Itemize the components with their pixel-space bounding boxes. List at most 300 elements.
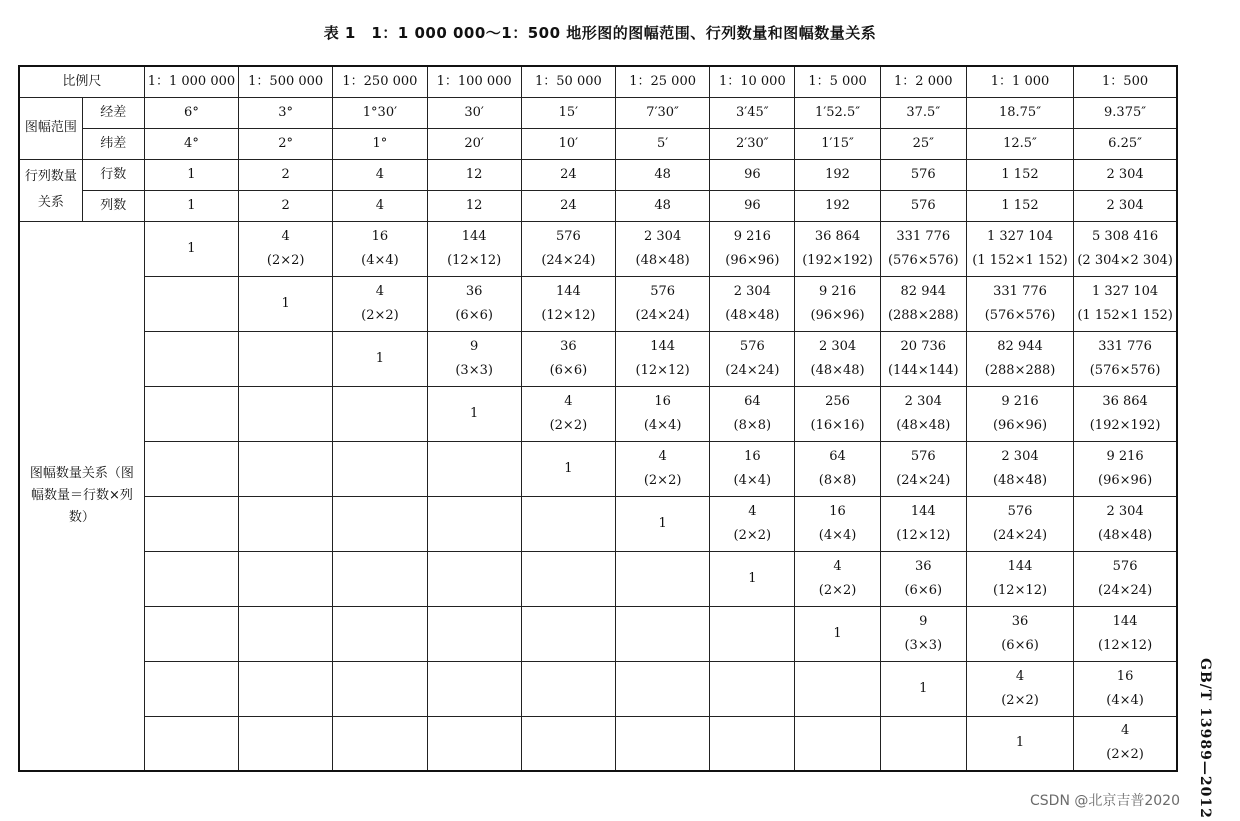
sheet-count: 2 304 (644, 228, 682, 244)
count-row (19, 716, 1177, 771)
latitude-cell: 2° (239, 128, 333, 159)
longitude-label: 经差 (82, 97, 144, 128)
sheet-count: 331 776 (993, 283, 1047, 299)
sheet-count: 36 864 (1102, 393, 1148, 409)
sheet-formula: (48×48) (810, 362, 865, 378)
sheet-formula: (288×288) (887, 307, 959, 323)
count-cell (521, 386, 615, 441)
count-cell (333, 276, 427, 331)
cols-row (19, 190, 1177, 221)
count-cell (144, 331, 238, 386)
count-cell (880, 661, 966, 716)
count-cell (795, 496, 880, 551)
sheet-count: 576 (1007, 503, 1033, 519)
count-cell (427, 386, 521, 441)
count-cell (144, 606, 238, 661)
count-cell (521, 606, 615, 661)
count-cell (710, 276, 795, 331)
count-cell (795, 221, 880, 276)
scales-cell: 1：2 000 (880, 66, 966, 97)
count-row (19, 551, 1177, 606)
sheet-count: 1 (375, 350, 385, 366)
sheet-count: 2 304 (733, 283, 771, 299)
sheet-count: 2 304 (1106, 503, 1144, 519)
count-cell (333, 441, 427, 496)
count-cell (1074, 716, 1177, 771)
count-cell (966, 661, 1073, 716)
sheet-formula: (12×12) (1098, 637, 1153, 653)
longitude-cell: 9.375″ (1074, 97, 1177, 128)
rows-cell: 192 (795, 159, 880, 190)
sheet-count: 1 327 104 (1091, 283, 1159, 299)
sheet-formula: (3×3) (455, 362, 493, 378)
count-cell (880, 441, 966, 496)
sheet-count: 1 (281, 295, 290, 311)
count-cell (427, 716, 521, 771)
count-cell (144, 221, 238, 276)
sheet-count: 16 (829, 503, 846, 519)
count-cell (1074, 276, 1177, 331)
range-group-label: 图幅范围 (19, 97, 82, 159)
count-row (19, 661, 1177, 716)
sheet-formula: (12×12) (447, 252, 502, 268)
count-cell (239, 551, 333, 606)
count-cell (880, 496, 966, 551)
count-cell (144, 716, 238, 771)
count-row (19, 386, 1177, 441)
count-cell (239, 606, 333, 661)
count-cell (795, 551, 880, 606)
sheet-formula: (4×4) (818, 527, 857, 543)
count-cell (616, 221, 710, 276)
count-cell (333, 386, 427, 441)
sheet-count: 82 944 (900, 283, 947, 299)
count-cell (144, 551, 238, 606)
count-cell (616, 606, 710, 661)
count-cell (710, 441, 795, 496)
count-cell (710, 551, 795, 606)
sheet-formula: (2×2) (1001, 692, 1039, 708)
sheet-formula: (6×6) (1001, 637, 1039, 653)
count-cell (795, 276, 880, 331)
sheet-count: 144 (461, 228, 487, 244)
count-cell (966, 331, 1073, 386)
table-title: 表 1 1：1 000 000～1：500 地形图的图幅范围、行列数量和图幅数量关系 (323, 24, 877, 42)
rows-cell: 4 (333, 159, 427, 190)
rows-cell: 24 (521, 159, 615, 190)
sheet-formula: (24×24) (635, 307, 690, 323)
count-cell (427, 441, 521, 496)
count-cell (880, 606, 966, 661)
sheet-formula: (12×12) (541, 307, 596, 323)
count-cell (1074, 496, 1177, 551)
sheet-formula: (4×4) (1106, 692, 1144, 708)
scales-cell: 1：5 000 (795, 66, 880, 97)
count-cell (521, 331, 615, 386)
sheet-formula: (2 304×2 304) (1077, 252, 1173, 268)
count-row (19, 331, 1177, 386)
cols-cell: 4 (333, 190, 427, 221)
sheet-formula: (96×96) (1098, 472, 1153, 488)
count-cell (880, 386, 966, 441)
cols-cell: 12 (427, 190, 521, 221)
count-cell (1074, 661, 1177, 716)
latitude-cell: 1′15″ (795, 128, 880, 159)
sheet-formula: (4×4) (733, 472, 772, 488)
count-cell (966, 386, 1073, 441)
count-cell (333, 716, 427, 771)
count-cell (616, 331, 710, 386)
sheet-formula: (288×288) (984, 362, 1056, 378)
sheet-formula: (192×192) (1089, 417, 1161, 433)
sheet-count: 256 (825, 393, 850, 409)
count-cell (710, 606, 795, 661)
rows-cell: 2 304 (1074, 159, 1177, 190)
latitude-cell: 12.5″ (966, 128, 1073, 159)
sheet-count: 144 (910, 503, 936, 519)
sheet-count: 576 (739, 338, 765, 354)
count-cell (333, 221, 427, 276)
count-cell (880, 331, 966, 386)
sheet-formula: (96×96) (725, 252, 780, 268)
cols-cell: 1 152 (966, 190, 1073, 221)
scales-cell: 1：1 000 (966, 66, 1073, 97)
count-cell (1074, 221, 1177, 276)
sheet-count: 9 (919, 613, 928, 629)
cols-cell: 1 (144, 190, 238, 221)
count-cell (521, 496, 615, 551)
sheet-count: 4 (564, 393, 573, 409)
sheet-formula: (2×2) (361, 307, 399, 323)
latitude-cell: 10′ (521, 128, 615, 159)
sheet-count: 1 (658, 515, 667, 531)
sheet-formula: (48×48) (725, 307, 780, 323)
count-cell (333, 331, 427, 386)
cols-label: 列数 (82, 190, 144, 221)
count-row (19, 441, 1177, 496)
sheet-count: 16 (1116, 668, 1134, 684)
count-cell (1074, 441, 1177, 496)
count-cell (521, 221, 615, 276)
count-cell (966, 606, 1073, 661)
count-cell (144, 276, 238, 331)
longitude-cell: 30′ (427, 97, 521, 128)
sheet-count: 2 304 (818, 338, 857, 354)
sheet-count: 1 (564, 460, 573, 476)
sheet-formula: (6×6) (904, 582, 943, 598)
sheet-formula: (144×144) (887, 362, 959, 378)
sheet-count: 4 (748, 503, 757, 519)
count-cell (710, 331, 795, 386)
cols-cell: 2 304 (1074, 190, 1177, 221)
sheet-count: 2 304 (1001, 448, 1039, 464)
latitude-cell: 25″ (880, 128, 966, 159)
count-cell (239, 661, 333, 716)
rows-cell: 576 (880, 159, 966, 190)
sheet-count: 1 (187, 240, 196, 256)
longitude-cell: 6° (144, 97, 238, 128)
sheet-count: 9 216 (818, 283, 857, 299)
count-cell (333, 496, 427, 551)
count-cell (710, 221, 795, 276)
sheet-formula: (1 152×1 152) (972, 252, 1068, 268)
standard-number: GB/T 13989—2012 (1197, 658, 1213, 819)
sheet-count: 331 776 (896, 228, 951, 244)
sheet-count: 5 308 416 (1091, 228, 1159, 244)
count-cell (1074, 331, 1177, 386)
scales-cell: 1：25 000 (616, 66, 710, 97)
count-cell (144, 441, 238, 496)
count-cell (795, 661, 880, 716)
count-cell (616, 551, 710, 606)
rows-cell: 96 (710, 159, 795, 190)
sheet-count: 36 (1011, 613, 1029, 629)
sheet-count: 9 (470, 338, 479, 354)
count-cell (616, 496, 710, 551)
sheet-formula: (8×8) (733, 417, 772, 433)
sheet-formula: (12×12) (896, 527, 951, 543)
count-cell (521, 276, 615, 331)
longitude-row (19, 97, 1177, 128)
count-row (19, 221, 1177, 276)
count-cell (795, 441, 880, 496)
sheet-count: 576 (555, 228, 581, 244)
count-cell (521, 441, 615, 496)
count-cell (333, 661, 427, 716)
scale-row (19, 66, 1177, 97)
sheet-formula: (12×12) (992, 582, 1048, 598)
sheet-formula: (48×48) (896, 417, 951, 433)
count-cell (616, 661, 710, 716)
scale-label: 比例尺 (19, 66, 144, 97)
count-cell (427, 276, 521, 331)
sheet-formula: (1 152×1 152) (1077, 307, 1173, 323)
rows-cell: 1 152 (966, 159, 1073, 190)
longitude-cell: 18.75″ (966, 97, 1073, 128)
count-cell (616, 716, 710, 771)
sheet-count: 576 (650, 283, 676, 299)
count-group-label: 图幅数量关系（图幅数量＝行数×列数） (19, 221, 144, 771)
sheet-formula: (2×2) (1106, 747, 1144, 763)
count-cell (427, 221, 521, 276)
count-row (19, 606, 1177, 661)
count-cell (710, 386, 795, 441)
sheet-count: 2 304 (904, 393, 942, 409)
count-cell (795, 386, 880, 441)
rows-cell: 1 (144, 159, 238, 190)
cols-cell: 96 (710, 190, 795, 221)
sheet-count: 16 (744, 448, 761, 464)
scales-cell: 1：1 000 000 (144, 66, 238, 97)
count-cell (616, 276, 710, 331)
sheet-count: 4 (1120, 723, 1130, 739)
cols-cell: 192 (795, 190, 880, 221)
count-cell (880, 221, 966, 276)
sheet-count: 1 (919, 680, 928, 696)
count-cell (795, 331, 880, 386)
scales-cell: 1：50 000 (521, 66, 615, 97)
sheet-count: 1 327 104 (986, 228, 1054, 244)
count-cell (427, 496, 521, 551)
scales-cell: 1：10 000 (710, 66, 795, 97)
sheet-formula: (4×4) (643, 417, 682, 433)
longitude-cell: 3′45″ (710, 97, 795, 128)
sheet-count: 9 216 (1106, 448, 1144, 464)
count-cell (1074, 386, 1177, 441)
sheet-formula: (24×24) (725, 362, 780, 378)
latitude-cell: 1° (333, 128, 427, 159)
sheet-formula: (576×576) (1089, 362, 1161, 378)
sheet-count: 9 216 (733, 228, 771, 244)
rows-cell: 48 (616, 159, 710, 190)
latitude-label: 纬差 (82, 128, 144, 159)
count-cell (239, 441, 333, 496)
latitude-cell: 2′30″ (710, 128, 795, 159)
sheet-count: 4 (281, 228, 290, 244)
sheet-formula: (8×8) (818, 472, 857, 488)
count-cell (966, 551, 1073, 606)
sheet-formula: (576×576) (887, 252, 959, 268)
watermark: CSDN @北京吉普2020 (1030, 793, 1180, 809)
sheet-count: 20 736 (900, 338, 947, 354)
count-cell (427, 551, 521, 606)
count-cell (239, 331, 333, 386)
rows-label: 行数 (82, 159, 144, 190)
count-cell (427, 661, 521, 716)
count-cell (239, 716, 333, 771)
sheet-count: 144 (1007, 558, 1033, 574)
sheet-formula: (2×2) (733, 527, 772, 543)
count-row (19, 276, 1177, 331)
sheet-count: 1 (833, 625, 842, 641)
sheet-formula: (4×4) (361, 252, 399, 268)
count-cell (1074, 606, 1177, 661)
sheet-formula: (6×6) (549, 362, 588, 378)
sheet-formula: (24×24) (1098, 582, 1153, 598)
longitude-cell: 3° (239, 97, 333, 128)
count-cell (966, 496, 1073, 551)
count-cell (239, 221, 333, 276)
scales-cell: 1：100 000 (427, 66, 521, 97)
latitude-cell: 6.25″ (1074, 128, 1177, 159)
count-cell (795, 716, 880, 771)
sheet-count: 4 (1015, 668, 1025, 684)
map-sheet-table (18, 65, 1178, 772)
count-cell (616, 386, 710, 441)
sheet-formula: (48×48) (1098, 527, 1153, 543)
sheet-formula: (96×96) (810, 307, 865, 323)
count-cell (521, 551, 615, 606)
sheet-formula: (48×48) (992, 472, 1048, 488)
sheet-count: 36 864 (814, 228, 861, 244)
sheet-formula: (12×12) (635, 362, 690, 378)
count-cell (333, 551, 427, 606)
longitude-cell: 37.5″ (880, 97, 966, 128)
latitude-cell: 20′ (427, 128, 521, 159)
sheet-count: 1 (1015, 735, 1025, 751)
count-cell (795, 606, 880, 661)
sheet-count: 4 (833, 558, 842, 574)
sheet-formula: (576×576) (984, 307, 1056, 323)
count-cell (521, 716, 615, 771)
rows-row (19, 159, 1177, 190)
sheet-formula: (192×192) (802, 252, 873, 268)
count-cell (144, 661, 238, 716)
sheet-count: 144 (1112, 613, 1138, 629)
sheet-count: 16 (371, 228, 389, 244)
sheet-count: 36 (560, 338, 577, 354)
sheet-count: 16 (654, 393, 671, 409)
sheet-formula: (96×96) (992, 417, 1048, 433)
count-cell (1074, 551, 1177, 606)
cols-cell: 24 (521, 190, 615, 221)
rowcol-group-label: 行列数量关系 (19, 159, 82, 221)
sheet-count: 64 (744, 393, 761, 409)
count-cell (710, 496, 795, 551)
count-cell (880, 716, 966, 771)
sheet-count: 144 (555, 283, 581, 299)
count-cell (710, 661, 795, 716)
sheet-count: 4 (658, 448, 667, 464)
sheet-count: 1 (748, 570, 757, 586)
rows-cell: 12 (427, 159, 521, 190)
longitude-cell: 1′52.5″ (795, 97, 880, 128)
count-cell (427, 331, 521, 386)
sheet-formula: (16×16) (810, 417, 865, 433)
sheet-count: 576 (910, 448, 936, 464)
sheet-count: 1 (470, 405, 479, 421)
latitude-cell: 4° (144, 128, 238, 159)
sheet-count: 576 (1112, 558, 1138, 574)
count-cell (966, 716, 1073, 771)
sheet-formula: (48×48) (635, 252, 690, 268)
count-cell (966, 221, 1073, 276)
sheet-count: 36 (915, 558, 932, 574)
longitude-cell: 7′30″ (616, 97, 710, 128)
count-cell (427, 606, 521, 661)
sheet-count: 64 (829, 448, 846, 464)
count-cell (966, 276, 1073, 331)
count-row (19, 496, 1177, 551)
latitude-row (19, 128, 1177, 159)
count-cell (521, 661, 615, 716)
cols-cell: 48 (616, 190, 710, 221)
count-cell (144, 496, 238, 551)
cols-cell: 2 (239, 190, 333, 221)
sheet-count: 36 (465, 283, 483, 299)
count-cell (880, 276, 966, 331)
longitude-cell: 15′ (521, 97, 615, 128)
count-cell (710, 716, 795, 771)
scales-cell: 1：250 000 (333, 66, 427, 97)
sheet-formula: (2×2) (643, 472, 682, 488)
sheet-count: 144 (650, 338, 676, 354)
rows-cell: 2 (239, 159, 333, 190)
count-cell (239, 496, 333, 551)
cols-cell: 576 (880, 190, 966, 221)
count-cell (144, 386, 238, 441)
scales-cell: 1：500 000 (239, 66, 333, 97)
scales-cell: 1：500 (1074, 66, 1177, 97)
sheet-formula: (2×2) (818, 582, 857, 598)
sheet-formula: (6×6) (455, 307, 493, 323)
sheet-formula: (2×2) (549, 417, 588, 433)
count-cell (239, 276, 333, 331)
sheet-formula: (24×24) (541, 252, 596, 268)
count-cell (966, 441, 1073, 496)
sheet-count: 82 944 (997, 338, 1043, 354)
longitude-cell: 1°30′ (333, 97, 427, 128)
